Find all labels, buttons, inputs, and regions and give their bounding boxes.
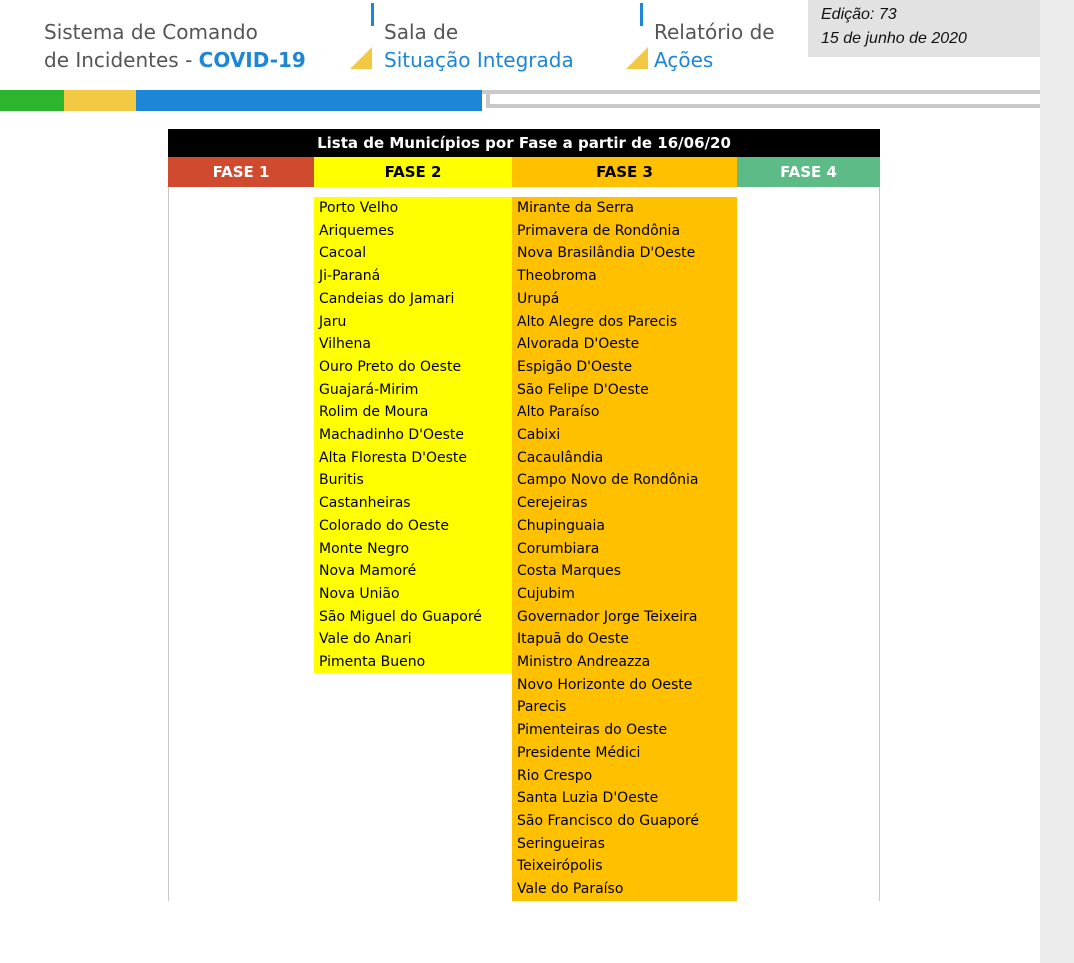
municipality-item: Santa Luzia D'Oeste — [517, 790, 659, 807]
municipality-item: Chupinguaia — [517, 517, 605, 534]
table-right-border — [879, 187, 880, 901]
phase-2-header: FASE 2 — [314, 157, 512, 187]
municipality-item: Ouro Preto do Oeste — [319, 358, 462, 375]
municipality-item: Ji-Paraná — [319, 268, 381, 285]
yellow-triangle-icon — [350, 47, 372, 69]
header-title-sala-line1: Sala de — [384, 20, 459, 44]
municipality-item: Guajará-Mirim — [319, 381, 419, 398]
header-title-relatorio-line2: Ações — [654, 48, 714, 72]
municipality-item: Ariquemes — [319, 222, 395, 239]
edition-number: Edição: 73 — [821, 6, 897, 23]
phase-2-list — [314, 197, 512, 673]
municipality-item: Alvorada D'Oeste — [517, 336, 640, 353]
municipality-item: Machadinho D'Oeste — [319, 427, 465, 444]
municipality-item: Rolim de Moura — [319, 404, 429, 421]
header-title-sci-prefix: de Incidentes - — [44, 48, 199, 72]
municipality-item: Cujubim — [517, 585, 575, 602]
header-title-sci-line2 — [44, 46, 306, 74]
municipality-item: Candeias do Jamari — [319, 290, 455, 307]
stripe-gray-corner — [486, 94, 490, 104]
municipality-item: Itapuã do Oeste — [517, 631, 629, 648]
stripe-green — [0, 90, 64, 111]
table-title: Lista de Municípios por Fase a partir de 16/06/20 — [168, 129, 880, 157]
municipality-item: Nova Mamoré — [319, 563, 417, 580]
municipality-item: Governador Jorge Teixeira — [517, 608, 698, 625]
municipality-item: São Francisco do Guaporé — [517, 812, 700, 829]
header-title-sci-line1: Sistema de Comando — [44, 20, 258, 44]
municipality-item: Primavera de Rondônia — [517, 222, 681, 239]
municipality-item: Campo Novo de Rondônia — [517, 472, 699, 489]
header-title-sala-line2: Situação Integrada — [384, 48, 574, 72]
municipality-item: Vilhena — [319, 336, 371, 353]
blue-divider-bar — [640, 3, 643, 26]
municipality-item: Presidente Médici — [517, 744, 641, 761]
municipality-item: Castanheiras — [319, 495, 411, 512]
phase-1-header: FASE 1 — [168, 157, 314, 187]
municipality-item: Pimenta Bueno — [319, 654, 426, 671]
municipality-item: Theobroma — [517, 268, 597, 285]
header-title-sala — [384, 18, 574, 74]
edition-date: 15 de junho de 2020 — [821, 30, 967, 47]
municipality-item: Mirante da Serra — [517, 200, 634, 216]
header-title-relatorio-line1: Relatório de — [654, 20, 775, 44]
municipality-item: Corumbiara — [517, 540, 600, 557]
stripe-gray-top — [482, 90, 1040, 94]
municipality-item: Rio Crespo — [517, 767, 593, 784]
municipality-item: Cacaulândia — [517, 449, 604, 466]
phase-4-header: FASE 4 — [737, 157, 880, 187]
municipality-item: Parecis — [517, 699, 567, 716]
municipality-item: Espigão D'Oeste — [517, 358, 633, 375]
municipality-item: Teixeirópolis — [517, 858, 603, 875]
municipality-item: Alto Paraíso — [517, 404, 600, 421]
municipality-item: Ministro Andreazza — [517, 654, 651, 671]
stripe-gray-bottom — [486, 104, 1040, 108]
municipality-item: Seringueiras — [517, 835, 605, 852]
side-panel — [1040, 0, 1074, 963]
municipality-item: Cabixi — [517, 427, 561, 444]
municipality-item: Nova Brasilândia D'Oeste — [517, 245, 696, 262]
municipality-item: Novo Horizonte do Oeste — [517, 676, 693, 693]
municipality-item: Vale do Paraíso — [517, 881, 624, 898]
municipality-item: Alta Floresta D'Oeste — [319, 449, 468, 466]
stripe-blue — [136, 90, 482, 111]
municipality-item: Porto Velho — [319, 200, 399, 216]
yellow-triangle-icon — [626, 47, 648, 69]
municipality-item: Alto Alegre dos Parecis — [517, 313, 677, 330]
phase-3-list — [512, 197, 737, 901]
municipality-item: Colorado do Oeste — [319, 517, 449, 534]
municipality-item: Jaru — [319, 313, 347, 330]
municipality-item: São Felipe D'Oeste — [517, 381, 649, 398]
municipality-item: Cerejeiras — [517, 495, 588, 512]
municipality-item: Buritis — [319, 472, 364, 489]
municipality-item: Urupá — [517, 290, 560, 307]
municipality-item: Cacoal — [319, 245, 367, 262]
header-title-sci — [44, 18, 306, 74]
header-title-relatorio — [654, 18, 775, 74]
municipality-item: Monte Negro — [319, 540, 410, 557]
municipality-item: São Miguel do Guaporé — [319, 608, 482, 625]
table-left-border — [168, 187, 169, 901]
stripe-yellow — [64, 90, 136, 111]
blue-divider-bar — [371, 3, 374, 26]
phase-3-header: FASE 3 — [512, 157, 737, 187]
covid-highlight: COVID-19 — [198, 48, 306, 72]
municipality-item: Costa Marques — [517, 563, 621, 580]
municipality-item: Vale do Anari — [319, 631, 412, 648]
municipality-item: Pimenteiras do Oeste — [517, 722, 668, 739]
municipality-item: Nova União — [319, 585, 400, 602]
